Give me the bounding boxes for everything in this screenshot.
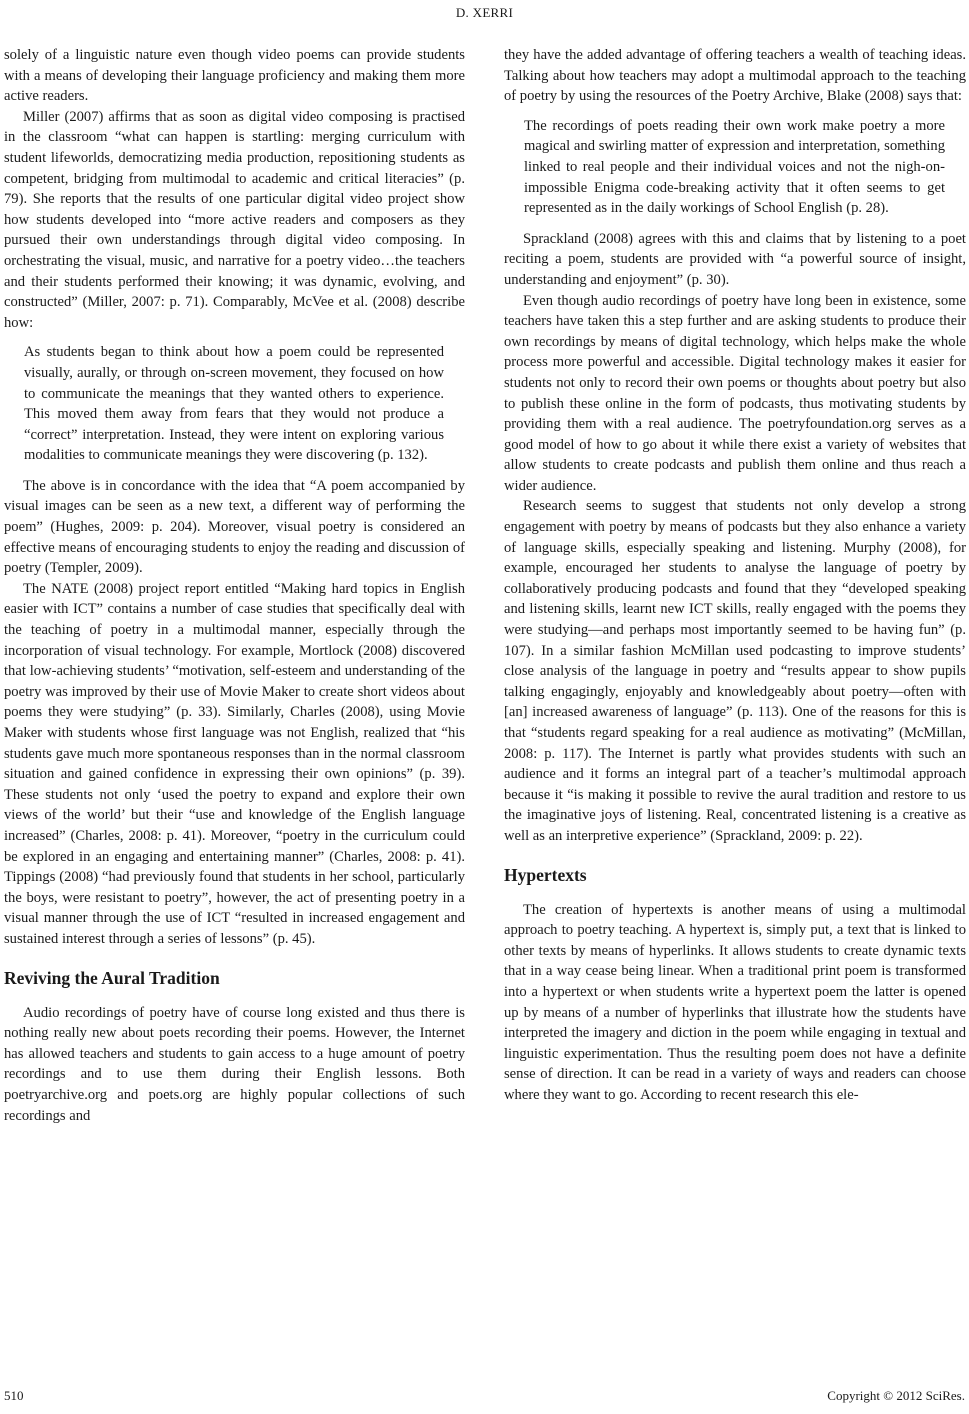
paragraph: they have the added advantage of offering teachers a wealth of teaching ideas. Talking about how teachers may adopt a multimodal approach to the teaching of poetry by using the resources of the Poetry Archive, Blake (2008) says that: <box>504 47 966 105</box>
running-header: D. XERRI <box>455 5 514 20</box>
paragraph: Sprackland (2008) agrees with this and claims that by listening to a poet reciting a poem, students are provided with “a powerful source of insight, understanding and enjoyment” (p. 30). <box>504 230 966 288</box>
quote-text: As students began to think about how a poem could be represented visually, aurally, or through on-screen movement, they focused on how to communicate the meanings that they wanted others to experience. This moved them away from fears that they would not produce a “correct” interpretation. Instead, they were intent on exploring various modalities to communicate meanings they were discovering (p. 132). <box>24 344 444 464</box>
section-heading: Reviving the Aural Tradition <box>4 967 220 988</box>
paragraph: Even though audio recordings of poetry have long been in existence, some teachers have taken this a step further and are asking students to produce their own recordings by means of digital technology, which helps make the whole process more powerful and accessible. Digital technology makes it easier for students not only to record their own poems or thoughts about poetry but also to publish these online in the form of podcasts, thus motivating students by providing them with a real audience. The poetryfoundation.org serves as a good model of how to go about it while there exist a variety of websites that allow students to create podcasts and publish them online and thus reach a wider audience. <box>504 292 966 494</box>
copyright-notice: Copyright © 2012 SciRes. <box>827 1388 965 1403</box>
block-quote <box>524 116 945 219</box>
section-heading: Hypertexts <box>504 864 587 885</box>
quote-text: The recordings of poets reading their own work make poetry a more magical and swirling matter of expression and interpretation, something linked to real people and their individual voices and not the nigh-on-impossible Enigma code-breaking activity that it often seems to get represented as in the daily workings of School English (p. 28). <box>524 117 945 217</box>
paragraph: Miller (2007) affirms that as soon as digital video composing is practised in the classroom “what can happen is startling: merging curriculum with student lifeworlds, democratizing media production, repositioning students as competent, bridging from multimodal to academic and critical literacies” (p. 79). She reports that the results of one particular digital video project show how students developed into “more active readers and composers as they pursued their own understandings through digital video composing. In orchestrating the visual, music, and narrative for a poetry video…the teachers and their students performed their knowing; it was dynamic, evolving, and constructed” (Miller, 2007: p. 71). Comparably, McVee et al. (2008) describe how: <box>4 108 465 331</box>
right-column <box>504 45 966 1106</box>
left-column <box>4 45 465 1126</box>
paragraph: Audio recordings of poetry have of course long existed and thus there is nothing really new about poets recording their poems. However, the Internet has allowed teachers and students to gain access to a huge amount of poetry recordings and to use them during their English lessons. Both poetryarchive.org and poets.org are highly popular collections of such recordings and <box>4 1004 465 1124</box>
page-number: 510 <box>4 1388 24 1403</box>
paragraph: The above is in concordance with the idea that “A poem accompanied by visual images can be seen as a new text, a different way of performing the poem” (Hughes, 2009: p. 204). Moreover, visual poetry is considered an effective means of encouraging students to enjoy the reading and discussion of poetry (Templer, 2009). <box>4 477 465 577</box>
paragraph: Research seems to suggest that students not only develop a strong engagement with poetry by means of podcasts but they also enhance a variety of language skills, especially speaking and listening. Murphy (2008), for example, encouraged her students to analyse the language of poetry by collaboratively producing podcasts and found that they “developed speaking and listening skills, learnt new ICT skills, really engaged with the poems they were studying—and perhaps most importantly seemed to be having fun” (p. 107). In a similar fashion McMillan used podcasting to improve students’ close analysis of the language in poetry and “results appear to show pupils talking engagingly, enjoyably and knowledgeably about poetry—often with [an] increased awareness of language” (p. 113). One of the reasons for this is that “students regard speaking for a real audience as motivating” (McMillan, 2008: p. 117). The Internet is partly what provides students with such an audience and it forms an integral part of a teacher’s multimodal approach because it “is making it possible to revive the aural tradition and restore to us the imaginative joys of listening. Real, concentrated listening is a creative as well as an interpretive experience” (Sprackland, 2009: p. 22). <box>504 498 966 844</box>
paragraph: The NATE (2008) project report entitled “Making hard topics in English easier with ICT” contains a number of case studies that specifically deal with the teaching of poetry in a multimodal manner, especially through the incorporation of visual technology. For example, Mortlock (2008) discovered that low-achieving students’ “motivation, self-esteem and understanding of the poetry was improved by their use of Movie Maker to create short videos about poems they were studying” (p. 33). Similarly, Charles (2008), using Movie Maker with students whose first language was not English, realized that “his students gave much more spontaneous responses than in the normal classroom situation and gained confidence in expressing their own opinions” (p. 39). These students not only ‘used the poetry to expand and explore their own views of the world’ but their “use and knowledge of the English language increased” (Charles, 2008: p. 41). Moreover, “poetry in the curriculum could be explored in an engaging and entertaining manner” (Charles, 2008: p. 41). Tippings (2008) “had previously found that students in her school, particularly the boys, were resistant to poetry”, however, the act of presenting poetry in a visual manner through the use of ICT “resulted in increased engagement and sustained interest through a series of lessons” (p. 45). <box>4 580 465 947</box>
paragraph: solely of a linguistic nature even though video poems can provide students with a means of developing their language proficiency and making them more active readers. <box>4 47 465 105</box>
paragraph: The creation of hypertexts is another means of using a multimodal approach to poetry teaching. A hypertext is, simply put, a text that is linked to other texts by means of hyperlinks. It allows students to create dynamic texts that in a way cease being linear. When a traditional print poem is transformed into a hypertext or when students write a hypertext poem the latter is opened up by means of a number of hyperlinks that illustrate how the students have interpreted the imagery and diction in the poem while engaging in textual and linguistic experimentation. Thus the resulting poem does not have a definite sense of direction. It can be read in a variety of ways and readers can choose where they want to go. According to recent research this ele- <box>504 901 966 1103</box>
block-quote <box>24 342 444 466</box>
